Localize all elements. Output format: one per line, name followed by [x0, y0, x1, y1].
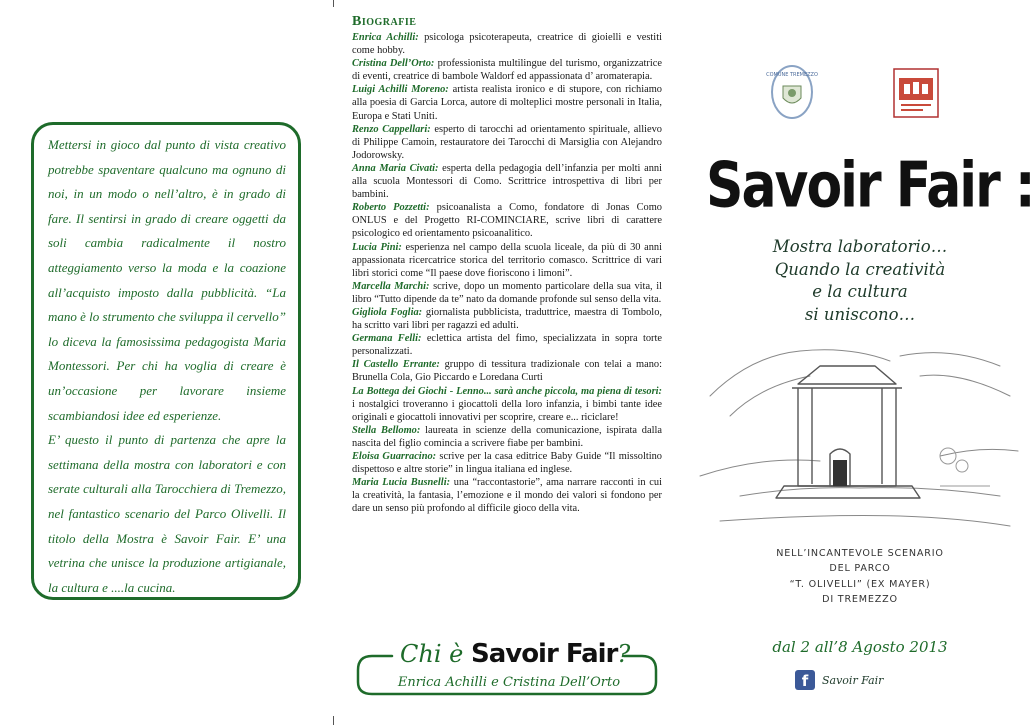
intro-box: [31, 122, 301, 600]
bio-entry: [352, 241, 662, 280]
bio-name: Enrica Achilli:: [352, 32, 419, 43]
bio-text: esperta della pedagogia dell’infanzia per molti anni alla scuola Montessori di Como. Scrittrice introspettiva di libri per bambini.: [352, 162, 662, 201]
bio-name: La Bottega dei Giochi - Lenno... sarà anche piccola, ma piena di tesori:: [352, 385, 662, 397]
bio-entry: [352, 280, 662, 306]
fold-mark-top: [333, 0, 334, 7]
facebook-link[interactable]: [795, 670, 883, 690]
provincia-logo: [893, 68, 939, 118]
biografie-heading: Biografie: [352, 14, 417, 29]
bio-entry: [352, 83, 662, 122]
bio-entry: [352, 385, 662, 424]
bio-entry: [352, 123, 662, 162]
bio-entry: [352, 201, 662, 240]
chi-prefix: Chi è: [400, 640, 471, 668]
bio-entry: [352, 332, 662, 358]
bio-name: Germana Felli:: [352, 333, 422, 345]
intro-text: [48, 133, 286, 600]
comune-tremezzo-logo: [766, 64, 818, 120]
subtitle-line-4: si uniscono…: [804, 304, 916, 324]
bio-text: psicologa psicoterapeuta, creatrice di gioielli e vestiti come hobby.: [352, 32, 662, 57]
bio-text: scrive, dopo un momento particolare della sua vita, il libro “Tutto dipende da te” nato da domande profonde sul senso della vita.: [352, 280, 663, 305]
subtitle-line-2: Quando la creatività: [774, 259, 946, 279]
bio-text: artista realista ironico e di stupore, con richiamo alla poesia di Garcia Lorca, autore di molteplici mostre personali in Italia, Europa e Stati Uniti.: [352, 84, 663, 122]
bio-entry: [352, 162, 662, 201]
bio-text: esperto di tarocchi ad orientamento spirituale, allievo di Philippe Camoin, restauratore dei Tarocchi di Marsiglia con Alejandro Jodorowsky.: [352, 123, 662, 161]
bio-text: esperienza nel campo della scuola liceale, da più di 30 anni appassionata ricercatrice storica del territorio comasco. Scrittrice di vari libri storici come “Il paese dove fioriscono i limoni”.: [352, 241, 662, 279]
event-dates: dal 2 all’8 Agosto 2013: [772, 638, 948, 656]
bio-text: i nostalgici troveranno i giocattoli della loro infanzia, i bimbi tante idee originali e giocattoli innovativi per scoprire, creare e... riciclare!: [352, 398, 662, 423]
bio-name: Stella Bellomo:: [352, 424, 421, 436]
bio-name: Eloisa Guarracino:: [352, 451, 437, 462]
comune-logo-text: COMUNE TREMEZZO: [766, 72, 818, 78]
main-title: Savoir Fair :: [706, 150, 1034, 222]
bio-text: una “raccontastorie”, ama narrare racconti in cui la creatività, la fantasia, l’emozione e il mondo dei valori si fondono per dare un senso più profondo al difficile gioco della vita.: [352, 477, 662, 515]
bio-name: Cristina Dell’Orto:: [352, 58, 435, 70]
bio-name: Renzo Cappellari:: [352, 123, 431, 135]
fold-mark-bottom: [333, 716, 334, 725]
bio-text: psicoanalista a Como, fondatore di Jonas Como ONLUS e del Progetto RI-COMINCIARE, scrive libri di carattere psicologico ed orientamento psicoanalitico.: [352, 202, 662, 240]
bio-name: Anna Maria Civati:: [352, 162, 439, 174]
chi-authors: Enrica Achilli e Cristina Dell’Orto: [397, 675, 621, 690]
facebook-label: Savoir Fair: [822, 673, 884, 687]
bio-text: gruppo di tessitura tradizionale con telai a mano: Brunella Cola, Gio Piccardo e Loredana Curti: [352, 359, 662, 384]
bio-name: Lucia Pini:: [352, 241, 402, 253]
location: [740, 546, 980, 608]
bio-entry: [352, 424, 662, 450]
bio-text: eclettica artista del fimo, specializzata in sopra torte personalizzati.: [352, 333, 662, 358]
chi-banner: [352, 636, 662, 698]
bio-entry: [352, 358, 662, 384]
location-line-2: DEL PARCO: [829, 563, 891, 575]
chi-brand: Savoir Fair: [470, 639, 618, 669]
bio-text: professionista multilingue del turismo, organizzatrice di eventi, creatrice di bambole Waldorf ed appassionata d’ aromaterapia.: [352, 58, 662, 83]
chi-suffix: ?: [617, 640, 631, 668]
bio-name: Marcella Marchi:: [352, 280, 430, 292]
bio-name: Gigliola Foglia:: [352, 306, 423, 318]
location-line-4: DI TREMEZZO: [822, 594, 898, 606]
biografie-list: [352, 31, 662, 515]
intro-paragraph-1: Mettersi in gioco dal punto di vista creativo potrebbe spaventare qualcuno ma ognuno di noi, in un modo o nell’altro, è in grado di fare. Il sentirsi in grado di creare oggetti da soli cambia radicalmente il nostro atteggiamento verso la moda e la coazione all’acquisto imposto dalla pubblicità. “La mano è lo strumento che sviluppa il cervello” lo diceva la famosissima pedagogista Maria Montessori. Per chi ha voglia di creare è un’occasione per lavorare insieme scambiandosi idee ed esperienze.: [48, 137, 286, 423]
bio-entry: [352, 450, 662, 476]
bio-name: Maria Lucia Busnelli:: [352, 477, 451, 489]
provincia-emblem-icon: [893, 68, 939, 118]
tarocchiera-sketch: [700, 336, 1018, 536]
facebook-icon: f: [795, 670, 815, 690]
bio-name: Roberto Pozzetti:: [352, 202, 430, 214]
intro-paragraph-2: E’ questo il punto di partenza che apre la settimana della mostra con laboratori e con serate culturali alla Tarocchiera di Tremezzo, nel fantastico scenario del Parco Olivelli. Il titolo della Mostra è Savoir Fair. E’ una vetrina che unisce la produzione artigianale, la cultura e ....la cucina.: [48, 432, 286, 595]
bio-name: Il Castello Errante:: [352, 359, 440, 371]
subtitle: [730, 236, 990, 326]
location-line-1: NELL’INCANTEVOLE SCENARIO: [776, 548, 944, 559]
location-line-3: “T. OLIVELLI” (EX MAYER): [789, 578, 931, 590]
bio-text: giornalista pubblicista, traduttrice, maestra di Tombolo, ha scritto vari libri per ragazzi ed adulti.: [352, 306, 662, 332]
bio-text: laureata in scienze della comunicazione, ispirata dalla nascita del figlio comincia a scrivere fiabe per bambini.: [352, 424, 662, 449]
bio-name: Luigi Achilli Moreno:: [352, 84, 449, 96]
bio-entry: [352, 476, 662, 515]
bio-text: scrive per la casa editrice Baby Guide “Il missoltino dispettoso e altre storie” in lingua italiana ed inglese.: [352, 451, 662, 476]
biografie-section: [352, 14, 662, 515]
subtitle-line-1: Mostra laboratorio…: [772, 237, 948, 256]
bio-entry: [352, 57, 662, 83]
subtitle-line-3: e la cultura: [812, 282, 908, 301]
bio-entry: [352, 306, 662, 332]
bio-entry: [352, 31, 662, 57]
chi-title: [400, 639, 630, 669]
